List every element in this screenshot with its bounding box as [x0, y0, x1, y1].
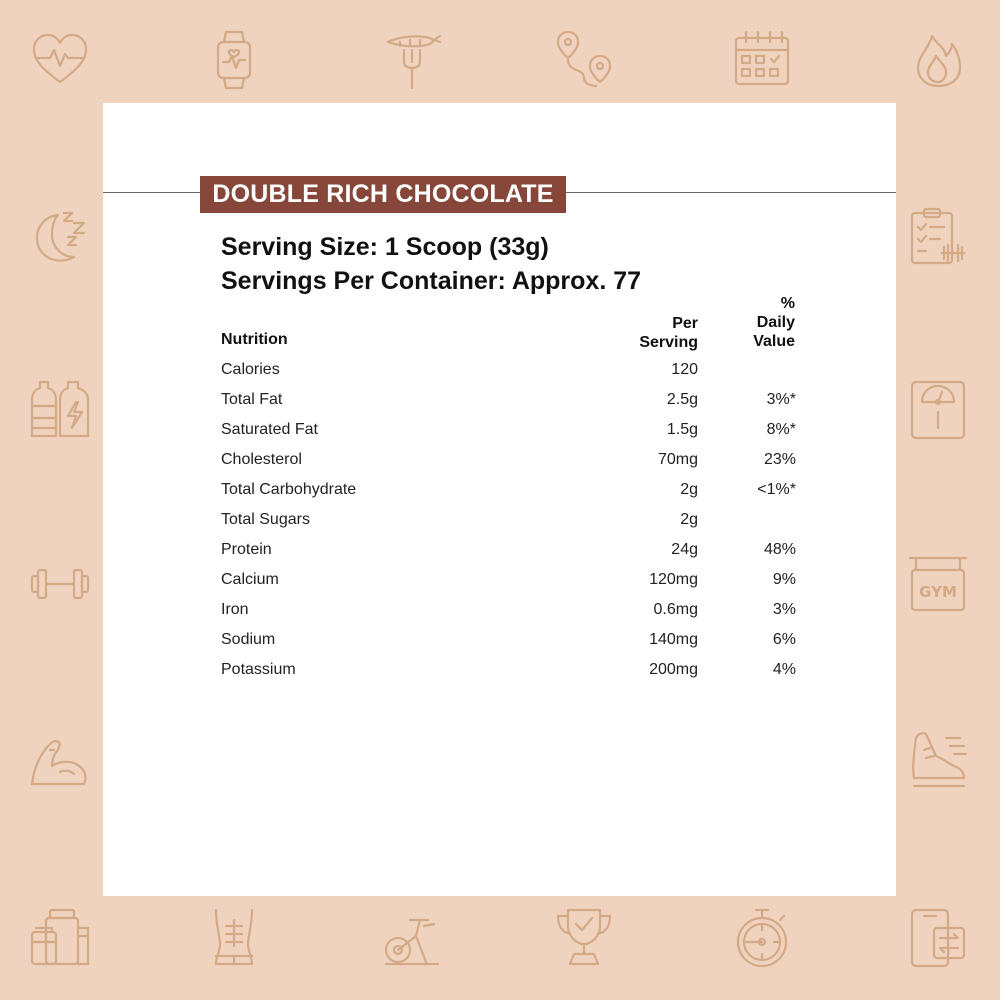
serving-info: [221, 230, 641, 298]
nutrient-daily-value: 6%: [772, 631, 796, 648]
workout-plan-icon: [906, 205, 970, 269]
smartwatch-icon: [202, 28, 266, 92]
dumbbell-icon: [28, 552, 92, 616]
nutrient-daily-value: 8%*: [766, 421, 796, 438]
table-row: [221, 355, 801, 385]
table-row: [221, 595, 801, 625]
flavor-title-banner: DOUBLE RICH CHOCOLATE: [200, 176, 566, 213]
nutrient-amount: 2.5g: [666, 391, 698, 408]
nutrient-name: Calcium: [221, 571, 279, 588]
exercise-bike-icon: [380, 906, 444, 970]
table-row: [221, 415, 801, 445]
running-shoe-icon: [906, 728, 970, 792]
nutrient-name: Total Carbohydrate: [221, 481, 357, 498]
abs-torso-icon: [202, 906, 266, 970]
nutrient-name: Total Sugars: [221, 511, 310, 528]
nutrient-daily-value: 4%: [772, 661, 796, 678]
table-row: [221, 655, 801, 685]
gym-sign-text: GYM: [919, 583, 957, 601]
nutrition-card: [103, 103, 896, 896]
nutrient-name: Saturated Fat: [221, 421, 318, 438]
table-row: [221, 445, 801, 475]
nutrient-amount: 1.5g: [666, 421, 698, 438]
calendar-icon: [730, 28, 794, 92]
nutrient-name: Sodium: [221, 631, 276, 648]
nutrient-daily-value: 3%: [772, 601, 796, 618]
nutrient-amount: 140mg: [649, 631, 698, 648]
table-row: [221, 475, 801, 505]
nutrient-daily-value: <1%*: [757, 481, 796, 498]
nutrient-amount: 2g: [680, 511, 698, 528]
phone-transfer-icon: [906, 906, 970, 970]
nutrient-name: Cholesterol: [221, 451, 302, 468]
bottles-icon: [28, 378, 92, 442]
stopwatch-icon: [730, 906, 794, 970]
nutrient-name: Calories: [221, 361, 280, 378]
gym-sign-icon: [906, 552, 970, 616]
supplement-jars-icon: [28, 906, 92, 970]
nutrient-daily-value: 23%: [763, 451, 796, 468]
heart-rate-icon: [28, 28, 92, 92]
nutrient-name: Total Fat: [221, 391, 283, 408]
sleep-moon-icon: [28, 205, 92, 269]
column-header-daily-value: % Daily Value: [753, 295, 795, 350]
column-header-nutrition: Nutrition: [221, 331, 288, 348]
nutrient-daily-value: 48%: [763, 541, 796, 558]
table-row: [221, 535, 801, 565]
nutrient-amount: 70mg: [657, 451, 698, 468]
nutrient-amount: 0.6mg: [653, 601, 698, 618]
servings-per-container: Servings Per Container: Approx. 77: [221, 267, 642, 295]
table-row: [221, 625, 801, 655]
nutrient-amount: 24g: [671, 541, 698, 558]
table-row: [221, 565, 801, 595]
nutrient-amount: 120mg: [649, 571, 698, 588]
trophy-icon: [552, 906, 616, 970]
route-map-icon: [552, 28, 616, 92]
nutrient-amount: 200mg: [649, 661, 698, 678]
weight-scale-icon: [906, 378, 970, 442]
nutrient-name: Potassium: [221, 661, 296, 678]
flame-icon: [906, 28, 970, 92]
column-header-per-serving: Per Serving: [639, 315, 698, 351]
nutrient-amount: 2g: [680, 481, 698, 498]
table-row: [221, 385, 801, 415]
carrot-fork-icon: [380, 28, 444, 92]
flexed-arm-icon: [28, 728, 92, 792]
nutrient-name: Protein: [221, 541, 272, 558]
nutrient-daily-value: 9%: [772, 571, 796, 588]
table-row: [221, 505, 801, 535]
nutrient-daily-value: 3%*: [766, 391, 796, 408]
serving-size: Serving Size: 1 Scoop (33g): [221, 233, 549, 261]
nutrient-amount: 120: [671, 361, 698, 378]
nutrient-name: Iron: [221, 601, 249, 618]
